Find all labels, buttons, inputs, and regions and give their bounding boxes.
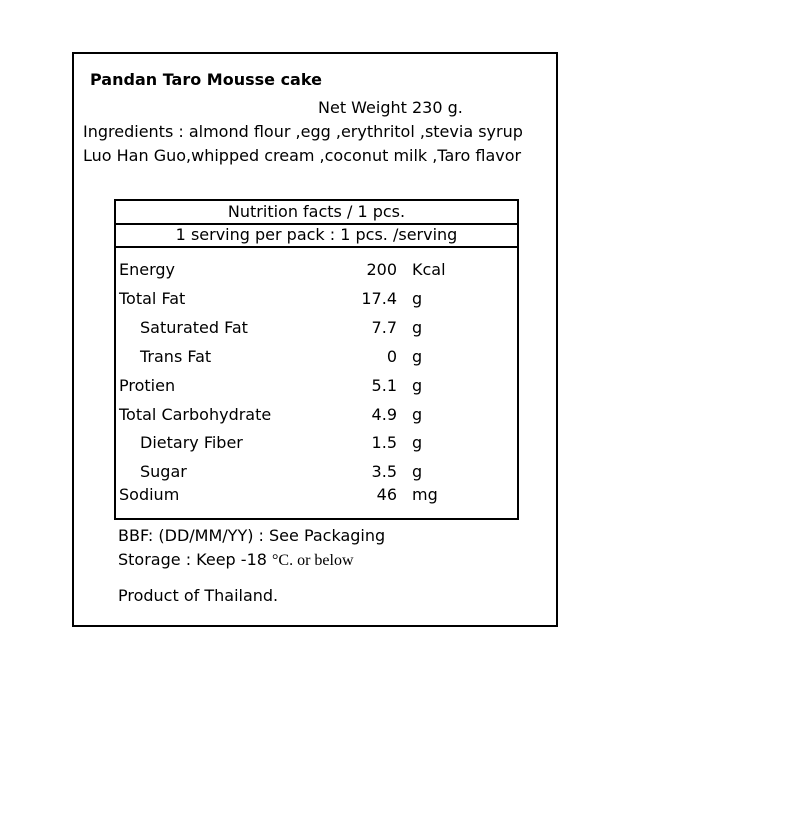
nutrient-name: Dietary Fiber (140, 433, 243, 452)
nutrient-value: 46 (376, 485, 397, 504)
nutrient-name: Total Carbohydrate (119, 405, 272, 424)
nutrient-name: Saturated Fat (140, 318, 248, 337)
nutrient-value: 4.9 (371, 405, 397, 424)
storage-prefix: Storage : Keep -18 (118, 550, 273, 569)
nutrient-row-protein (116, 376, 517, 398)
nutrient-row-total-fat (116, 289, 517, 311)
nutrient-name: Sodium (119, 485, 180, 504)
nutrient-name: Protien (119, 376, 176, 395)
serving-info: 1 serving per pack : 1 pcs. /serving (175, 225, 458, 244)
nutrient-row-total-carbohydrate (116, 405, 517, 427)
nutrient-row-saturated-fat (116, 318, 517, 340)
nutrient-row-sodium (116, 485, 517, 507)
nutrient-unit: Kcal (412, 260, 446, 279)
nutrient-value: 0 (386, 347, 397, 366)
nutrient-name: Total Fat (119, 289, 186, 308)
nutrient-unit: mg (412, 485, 438, 504)
ingredients-line-1: Ingredients : almond flour ,egg ,erythritol ,stevia syrup (83, 122, 523, 141)
nutrient-row-trans-fat (116, 347, 517, 369)
nutrient-unit: g (412, 462, 423, 481)
nutrient-row-sugar (116, 462, 517, 484)
nutrient-row-energy (116, 260, 517, 282)
storage-text (118, 550, 354, 570)
nutrient-unit: g (412, 376, 423, 395)
nutrient-unit: g (412, 433, 423, 452)
product-label (72, 52, 558, 627)
nutrient-unit: g (412, 289, 423, 308)
product-title: Pandan Taro Mousse cake (90, 70, 322, 89)
nutrient-unit: g (412, 318, 423, 337)
nutrient-value: 5.1 (371, 376, 397, 395)
nutrient-value: 1.5 (371, 433, 397, 452)
best-before-text: BBF: (DD/MM/YY) : See Packaging (118, 526, 386, 545)
nutrient-name: Sugar (140, 462, 187, 481)
storage-temperature-unit: °C. or below (272, 552, 354, 569)
net-weight: Net Weight 230 g. (318, 98, 463, 117)
divider (116, 246, 517, 248)
nutrient-value: 17.4 (361, 289, 397, 308)
nutrition-facts-table (114, 199, 519, 520)
nutrient-value: 7.7 (371, 318, 397, 337)
nutrient-row-dietary-fiber (116, 433, 517, 455)
nutrient-unit: g (412, 405, 423, 424)
country-of-origin: Product of Thailand. (118, 586, 279, 605)
nutrient-name: Trans Fat (140, 347, 212, 366)
nutrient-name: Energy (119, 260, 176, 279)
nutrient-value: 200 (366, 260, 397, 279)
nutrient-value: 3.5 (371, 462, 397, 481)
nutrition-header: Nutrition facts / 1 pcs. (227, 202, 406, 221)
ingredients-line-2: Luo Han Guo,whipped cream ,coconut milk ,Taro flavor (83, 146, 522, 165)
nutrient-unit: g (412, 347, 423, 366)
